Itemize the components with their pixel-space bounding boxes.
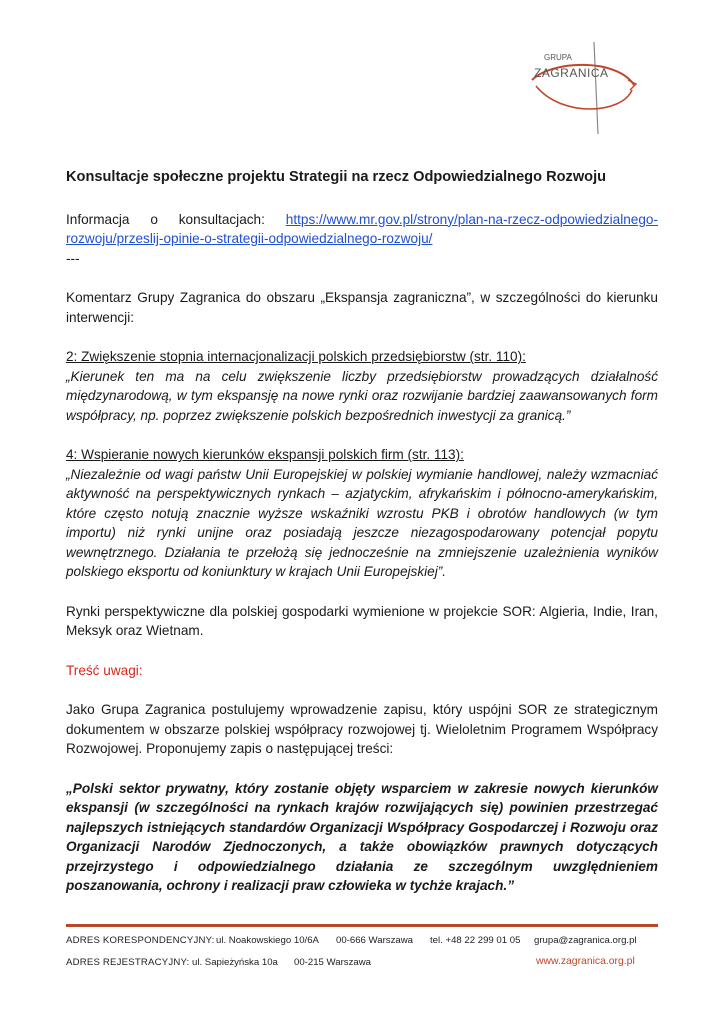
remark-label: Treść uwagi: [66, 662, 143, 678]
section2-heading: 4: Wspieranie nowych kierunków ekspansji polskich firm (str. 113): [66, 447, 464, 462]
grupa-zagranica-logo [522, 40, 640, 136]
section1-quote: „Kierunek ten ma na celu zwiększenie liczby przedsiębiorstw prowadzących działalność międzynarodową, w tym ekspansję na nowe rynki oraz rozwijanie bardziej zaawansowanych form współpracy, np. poprzez zwiększenie polskich bezpośrednich inwestycji za granicą.” [66, 368, 658, 423]
document-body [66, 168, 658, 896]
correspondence-city: 00-666 Warszawa [336, 935, 413, 946]
correspondence-label: ADRES KORESPONDENCYJNY: [66, 935, 215, 946]
registration-city: 00-215 Warszawa [294, 957, 371, 968]
logo-graphic [522, 40, 640, 136]
info-label: Informacja o konsultacjach: [66, 211, 265, 227]
footer [66, 924, 658, 968]
markets-paragraph: Rynki perspektywiczne dla polskiej gospodarki wymienione w projekcie SOR: Algieria, Indie, Iran, Meksyk oraz Wietnam. [66, 603, 658, 638]
consultation-link[interactable]: https://www.mr.gov.pl/strony/plan-na-rzecz-odpowiedzialnego-rozwoju/przeslij-opinie-o-strategii-odpowiedzialnego-rozwoju/ [66, 211, 659, 246]
email-address[interactable]: grupa@zagranica.org.pl [534, 935, 637, 946]
separator: --- [66, 250, 80, 266]
website-link[interactable]: www.zagranica.org.pl [536, 956, 635, 967]
section-new-directions [66, 445, 658, 582]
comment-intro: Komentarz Grupy Zagranica do obszaru „Ekspansja zagraniczna”, w szczególności do kierunku interwencji: [66, 290, 658, 325]
section-internationalization [66, 347, 658, 425]
section1-heading: 2: Zwiększenie stopnia internacjonalizacji polskich przedsiębiorstw (str. 110): [66, 349, 526, 364]
registration-label: ADRES REJESTRACYJNY: [66, 957, 190, 968]
phone-number: tel. +48 22 299 01 05 [430, 935, 521, 946]
consultation-info [66, 210, 658, 249]
svg-text:ZAGRANICA: ZAGRANICA [534, 66, 609, 80]
page-title: Konsultacje społeczne projektu Strategii na rzecz Odpowiedzialnego Rozwoju [66, 169, 607, 185]
svg-text:GRUPA: GRUPA [544, 53, 572, 62]
remark-body: Jako Grupa Zagranica postulujemy wprowadzenie zapisu, który uspójni SOR ze strategicznym dokumentem w obszarze polskiej współpracy rozwojowej tj. Wieloletnim Programem Współpracy Rozwojowej. Proponujemy zapis o następującej treści: [66, 702, 658, 756]
proposal-text: „Polski sektor prywatny, który zostanie objęty wsparciem w zakresie nowych kierunków ekspansji (w szczególności na rynkach krajów rozwijających się) powinien przestrzegać najlepszych istniejących standardów Organizacji Współpracy Gospodarczej i Rozwoju oraz Organizacji Narodów Zjednoczonych, a także obowiązków prawnych dotyczących przejrzystego i odpowiedzialnego działania ze szczególnym uwzględnieniem poszanowania, ochrony i realizacji praw człowieka w tychże krajach.” [66, 780, 658, 893]
registration-street: ul. Sapieżyńska 10a [192, 957, 278, 968]
footer-divider [66, 924, 658, 927]
section2-quote: „Niezależnie od wagi państw Unii Europejskiej w polskiej wymianie handlowej, należy wzmacniać aktywność na perspektywicznych rynkach – azjatyckim, afrykańskim i północno-amerykańskim, które często notują znacznie wyższe wskaźniki wzrostu PKB i obrotów handlowych (w tym importu) niż rynki unijne oraz posiadają jeszcze niezagospodarowany potencjał popytu wewnętrznego. Działania te przełożą się jednocześnie na zmniejszenie uzależnienia wyników polskiego eksportu od koniunktury w krajach Unii Europejskiej”. [66, 466, 658, 579]
correspondence-street: ul. Noakowskiego 10/6A [216, 935, 319, 946]
